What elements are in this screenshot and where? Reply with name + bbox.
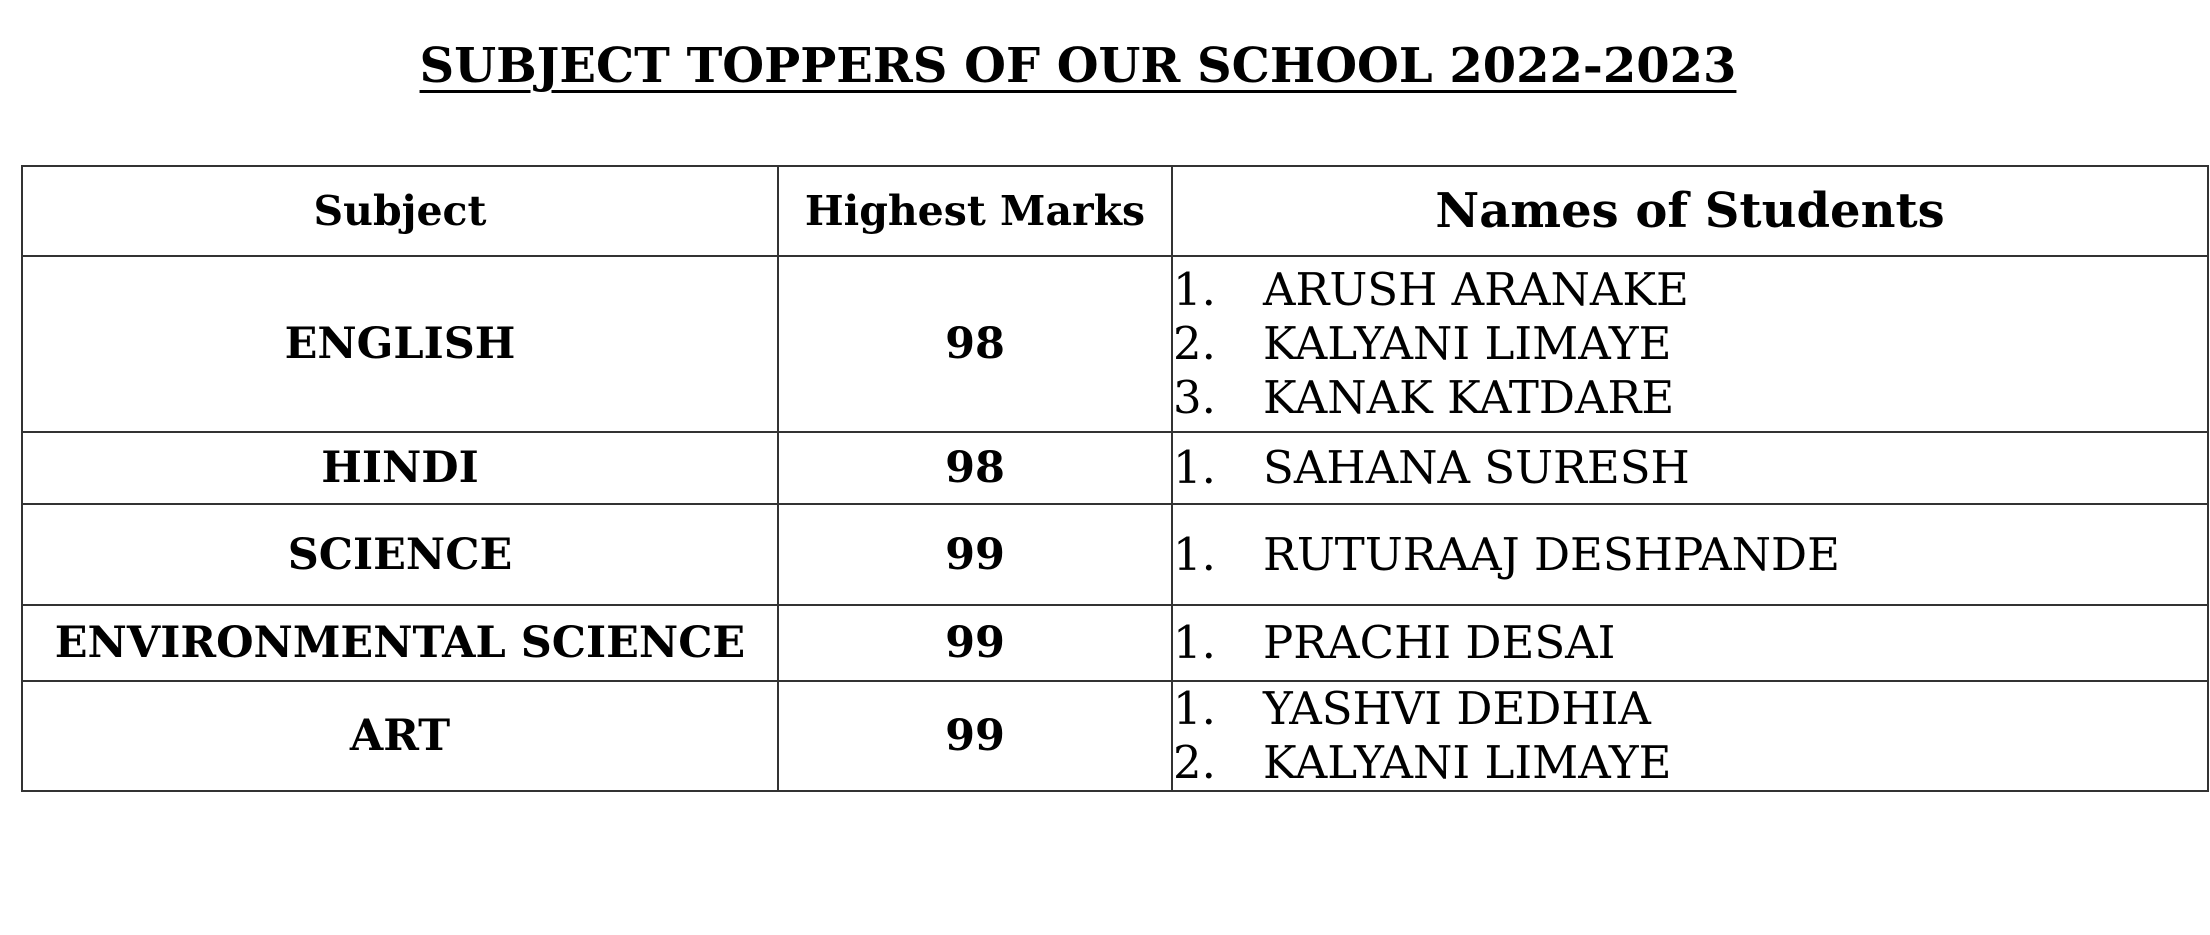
table-header-row: [22, 166, 2208, 256]
table-row: [22, 681, 2208, 791]
names-cell: [1172, 256, 2208, 432]
list-number: 1.: [1173, 682, 1216, 735]
list-item: [1173, 371, 2207, 425]
page-title-text: SUBJECT TOPPERS OF OUR SCHOOL 2022-2023: [419, 38, 1737, 94]
student-name: ARUSH ARANAKE: [1263, 263, 1689, 316]
student-name: KALYANI LIMAYE: [1263, 736, 1672, 789]
list-number: 1.: [1173, 263, 1216, 316]
header-subject: Subject: [22, 166, 778, 256]
subject-cell: ENGLISH: [22, 256, 778, 432]
student-name: KALYANI LIMAYE: [1263, 317, 1672, 370]
list-item: [1173, 263, 2207, 317]
student-name: RUTURAAJ DESHPANDE: [1263, 527, 1840, 581]
list-item: [1173, 616, 2207, 670]
list-item: [1173, 317, 2207, 371]
table-row: [22, 256, 2208, 432]
student-name: PRACHI DESAI: [1263, 616, 1616, 669]
student-name: SAHANA SURESH: [1263, 441, 1690, 494]
header-highest-marks: Highest Marks: [778, 166, 1172, 256]
student-list: [1173, 682, 2207, 790]
list-number: 3.: [1173, 371, 1216, 424]
list-number: 2.: [1173, 736, 1216, 789]
page-title: [0, 34, 2156, 98]
toppers-table: [21, 165, 2209, 792]
header-names-of-students: Names of Students: [1172, 166, 2208, 256]
list-item: [1173, 682, 2207, 736]
subject-cell: ART: [22, 681, 778, 791]
marks-cell: 99: [778, 605, 1172, 681]
list-number: 1.: [1173, 527, 1216, 581]
student-name: KANAK KATDARE: [1263, 371, 1675, 424]
table-row: [22, 504, 2208, 605]
table-row: [22, 432, 2208, 504]
names-cell: [1172, 605, 2208, 681]
student-list: [1173, 441, 2207, 495]
marks-cell: 99: [778, 504, 1172, 605]
names-cell: [1172, 504, 2208, 605]
marks-cell: 99: [778, 681, 1172, 791]
marks-cell: 98: [778, 256, 1172, 432]
names-cell: [1172, 681, 2208, 791]
list-number: 2.: [1173, 317, 1216, 370]
marks-cell: 98: [778, 432, 1172, 504]
student-list: [1173, 263, 2207, 425]
list-item: [1173, 441, 2207, 495]
list-number: 1.: [1173, 616, 1216, 669]
student-name: YASHVI DEDHIA: [1263, 682, 1651, 735]
names-cell: [1172, 432, 2208, 504]
list-item: [1173, 528, 2207, 582]
table-row: [22, 605, 2208, 681]
subject-cell: SCIENCE: [22, 504, 778, 605]
student-list: [1173, 616, 2207, 670]
list-item: [1173, 736, 2207, 790]
student-list: [1173, 528, 2207, 582]
subject-cell: ENVIRONMENTAL SCIENCE: [22, 605, 778, 681]
list-number: 1.: [1173, 441, 1216, 494]
subject-cell: HINDI: [22, 432, 778, 504]
